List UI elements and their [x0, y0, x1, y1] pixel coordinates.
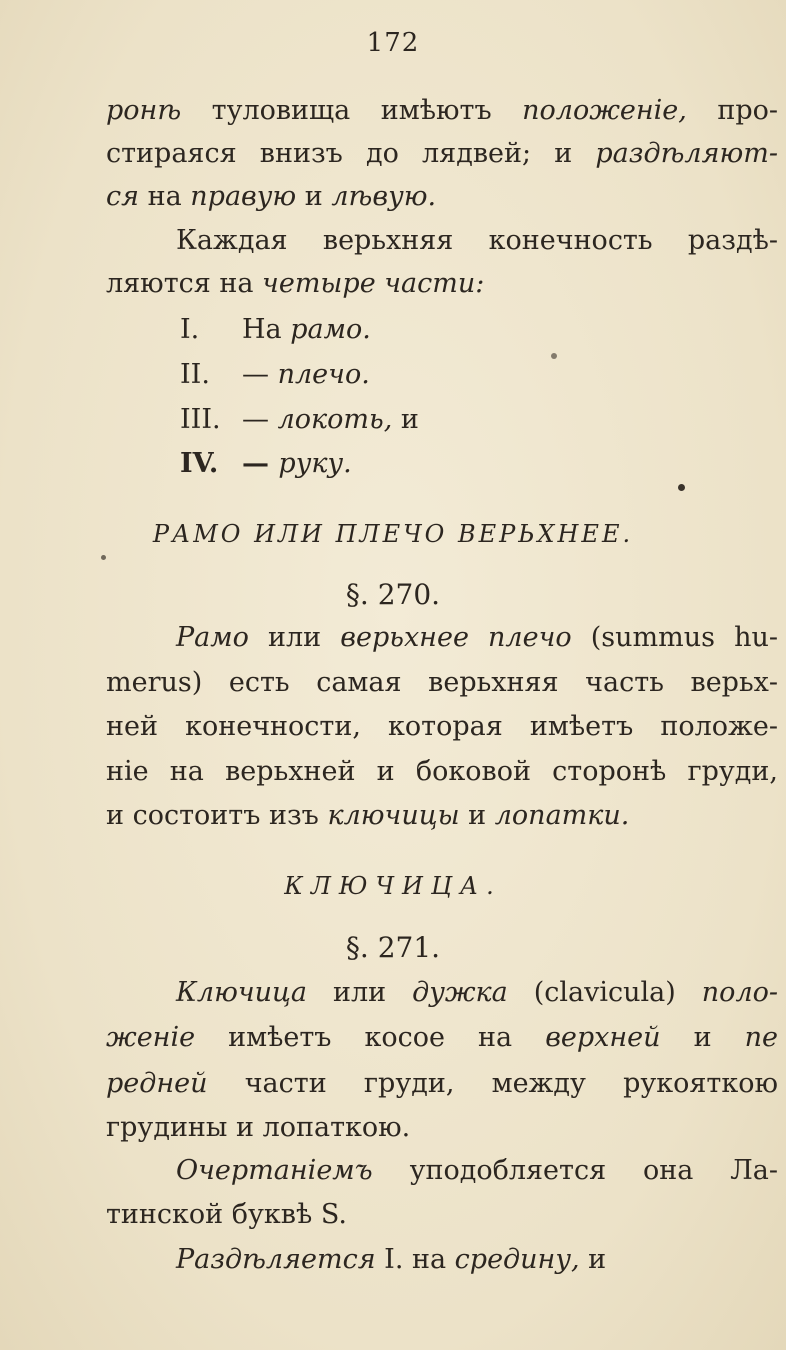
ink-speck: [678, 484, 685, 491]
text-line: Очертаніемъ уподобляется она Ла-: [176, 1155, 778, 1186]
text-line: грудины и лопаткою.: [106, 1112, 411, 1143]
ink-speck: [101, 555, 106, 560]
text-line: ней конечности, которая имѣетъ положе-: [106, 711, 778, 742]
section-number: §. 270.: [345, 578, 441, 611]
text-line: женіе имѣетъ косое на верхней и пе: [106, 1022, 778, 1053]
text-line: ся на правую и лѣвую.: [106, 181, 437, 212]
section-number: §. 271.: [345, 931, 441, 964]
text-line: ляются на четыре части:: [106, 268, 485, 299]
text-line: стираяся внизъ до лядвей; и раздѣляют-: [106, 138, 778, 169]
ink-speck: [551, 353, 557, 359]
text-line: тинской буквѣ S.: [106, 1199, 347, 1230]
page-number: 172: [366, 28, 420, 58]
section-heading: КЛЮЧИЦА.: [284, 872, 502, 900]
section-heading: РАМО ИЛИ ПЛЕЧО ВЕРЬХНЕЕ.: [152, 520, 634, 548]
text-line: ронѣ туловища имѣютъ положеніе, про-: [106, 95, 778, 126]
text-line: Каждая верьхняя конечность раздѣ-: [176, 225, 778, 256]
text-line: merus) есть самая верьхняя часть верьх-: [106, 667, 778, 698]
list-item: I. На рамо.: [180, 314, 371, 345]
list-item: II. — плечо.: [180, 359, 370, 390]
text-line: Ключица или дужка (clavicula) поло-: [176, 977, 779, 1008]
list-item: III. — локоть, и: [180, 404, 419, 435]
text-line: редней части груди, между рукояткою: [106, 1068, 778, 1099]
text-line: и состоитъ изъ ключицы и лопатки.: [106, 800, 630, 831]
text-line: ніе на верьхней и боковой сторонѣ груди,: [106, 756, 778, 787]
list-item: IV. — руку.: [180, 448, 352, 479]
text-line: Рамо или верьхнее плечо (summus hu-: [176, 622, 779, 653]
text-line: Раздѣляется I. на средину, и: [176, 1244, 607, 1275]
